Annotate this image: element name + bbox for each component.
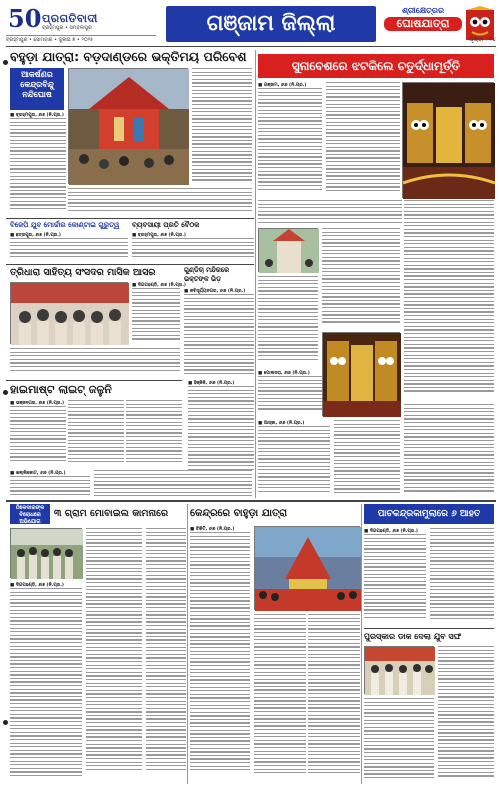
body-text — [190, 532, 250, 784]
byline-center-b: ■ ଖଲ୍ଲିକୋଟ, ୬ା୭ (ନି.ପ୍ର.) — [10, 471, 66, 476]
photo-deities-close — [322, 332, 400, 416]
section-title: ଗଞ୍ଜାମ ଜିଲ୍ଲା — [166, 6, 376, 42]
photo-sunabesha-deities — [402, 82, 494, 198]
body-text — [68, 400, 124, 466]
body-text — [10, 588, 82, 784]
body-text — [404, 404, 494, 496]
byline-center-a: ■ ହିଞ୍ଜିଳି, ୬ା୭ (ନି.ପ୍ର.) — [188, 381, 235, 386]
body-text — [254, 614, 306, 784]
body-text — [364, 698, 434, 784]
body-text — [132, 238, 254, 262]
body-text — [10, 348, 180, 376]
body-text — [326, 82, 400, 196]
body-text — [10, 118, 66, 212]
body-text — [308, 614, 360, 784]
body-text — [258, 426, 330, 496]
photo-youth-club — [364, 646, 434, 694]
body-text — [322, 228, 400, 328]
body-text — [68, 188, 252, 214]
body-text — [430, 528, 494, 624]
brand-subtitle: ବ୍ରହ୍ମପୁର • ସମ୍ବଲପୁର — [42, 25, 92, 31]
rath-badge — [384, 6, 462, 34]
headline-bahuda: ବହୁଡ଼ା ଯାତ୍ରା: ବଡ଼ଦାଣ୍ଡରେ ଭକ୍ତିମୟ ପରିବେଶ — [10, 49, 247, 64]
headline-center-mid: ବ୍ୟବସାୟୀ ପ୍ରତି ବୈଠକ — [132, 221, 200, 229]
dateline: ବ୍ରହ୍ମପୁର • ସୋମବାର • ଜୁଲାଇ ୭ • ୨୦୨୫ — [6, 35, 156, 43]
body-text — [438, 646, 494, 784]
body-text — [258, 200, 402, 226]
headline-mobile: ୩ ଗ୍ରାମ ମୋବାଇଲ କାମନାରେ — [54, 508, 169, 519]
byline-bahuda: ■ ବ୍ରହ୍ମପୁର, ୬ା୭ (ନି.ପ୍ର.) — [10, 113, 64, 118]
body-text — [258, 88, 322, 196]
tag-mobile: ଠିକେଦାରଙ୍କ ବିରୋଧରେ ଅଭିଯୋଗ — [10, 504, 50, 524]
byline-right-a: ■ ପୋଲସରା, ୬ା୭ (ନି.ପ୍ର.) — [258, 371, 310, 376]
body-text — [10, 406, 66, 466]
byline-left-mid: ■ ଛତ୍ରପୁର, ୬ା୭ (ନି.ପ୍ର.) — [10, 233, 61, 238]
body-text — [404, 200, 494, 400]
registration-mark-icon — [3, 60, 8, 65]
photo-villagers — [10, 528, 82, 578]
byline-chikiti: ■ ଚିକିଟି, ୬ା୭ (ନି.ପ୍ର.) — [190, 527, 235, 532]
byline-mobile: ■ ଦିଗପହଣ୍ଡି, ୬ା୭ (ନି.ପ୍ର.) — [10, 583, 64, 588]
byline-center-mid: ■ ବ୍ରହ୍ମପୁର, ୬ା୭ (ନି.ପ୍ର.) — [132, 233, 186, 238]
body-text — [258, 276, 318, 366]
byline-right-b: ■ ଆସ୍କା, ୬ା୭ (ନି.ପ୍ର.) — [258, 421, 305, 426]
body-text — [10, 476, 90, 498]
byline-accident: ■ ଦିଗପହଣ୍ଡି, ୬ା୭ (ନି.ପ୍ର.) — [364, 529, 418, 534]
body-text — [334, 420, 400, 496]
headline-sunabesha: ସୁନାବେଶରେ ଝଟକିଲେ ଚତୁର୍ଦ୍ଧାମୂର୍ତ୍ତି — [258, 54, 494, 78]
photo-shrine — [258, 228, 318, 272]
kicker-box: ଆକର୍ଷଣର କେନ୍ଦ୍ରବିନ୍ଦୁ ନନ୍ଦିଘୋଷ — [10, 68, 64, 110]
brand-name: ପ୍ରଗତିବାଦୀ — [42, 12, 98, 25]
photo-sahitya-meeting — [10, 282, 128, 344]
headline-chikiti: କେନ୍ଦ୍ରରେ ବାହୁଡ଼ା ଯାତ୍ରା — [190, 508, 288, 519]
body-text — [184, 294, 254, 378]
body-text — [86, 528, 142, 784]
registration-mark-icon — [3, 390, 8, 395]
body-text — [126, 400, 182, 466]
byline-highmast: ■ ଭଞ୍ଜନଗର, ୬ା୭ (ନି.ପ୍ର.) — [10, 401, 65, 406]
byline-sunabesha: ■ ଗଞ୍ଜାମ, ୬ା୭ (ନି.ପ୍ର.) — [258, 83, 307, 88]
body-text — [132, 288, 180, 344]
photo-rath-procession — [254, 526, 360, 610]
headline-gundicha: ଗୁଣ୍ଡିଚା ମନ୍ଦିରରେ ଭକ୍ତଙ୍କ ଭିଡ଼ — [184, 266, 230, 283]
rath-badge-top: ଶ୍ରୀକ୍ଷେତ୍ରର — [401, 6, 445, 15]
page-number: ପୃଷ୍ଠା : ୧୪ — [468, 36, 496, 43]
headline-highmast: ହାଇମାଷ୍ଟ ଲାଇଟ୍ ଜଳୁନି — [10, 383, 112, 396]
headline-sub-box: ପୁରସ୍କାର ଡାକ ଦେଲା ଯୁବ ସଙ୍ଘ — [364, 632, 462, 641]
masthead — [6, 6, 496, 44]
body-text — [188, 386, 254, 476]
body-text — [364, 534, 426, 624]
body-text — [146, 528, 186, 784]
body-text — [192, 68, 252, 186]
byline-gundicha: ■ କବିସୂର୍ଯ୍ୟନଗର, ୬ା୭ (ନି.ପ୍ର.) — [184, 289, 246, 294]
registration-mark-icon — [3, 720, 8, 725]
byline-sahitya: ■ ଦିଗପହଣ୍ଡି, ୬ା୭ (ନି.ପ୍ର.) — [132, 283, 186, 288]
rath-badge-bottom: ଘୋଷଯାତ୍ରା — [384, 17, 462, 31]
headline-left-mid: ବିଜେପି ଯୁବ ମୋର୍ଚ୍ଚାର କୋଣ୍ଟାଇ ଗୁରୁତ୍ୱ — [10, 221, 120, 229]
body-text — [94, 470, 252, 498]
body-text — [10, 238, 128, 262]
headline-sahitya: ତ୍ରିଧାରା ସାହିତ୍ୟ ସଂସଦର ମାସିକ ଆସର — [10, 267, 156, 278]
headline-accident: ପାଚକନ୍ଦ୍ରକାମୁଲାରେ ୬ ଆହତ — [364, 504, 494, 524]
anniversary-number: 50 — [8, 4, 42, 33]
photo-bahuda-rath — [68, 68, 188, 184]
